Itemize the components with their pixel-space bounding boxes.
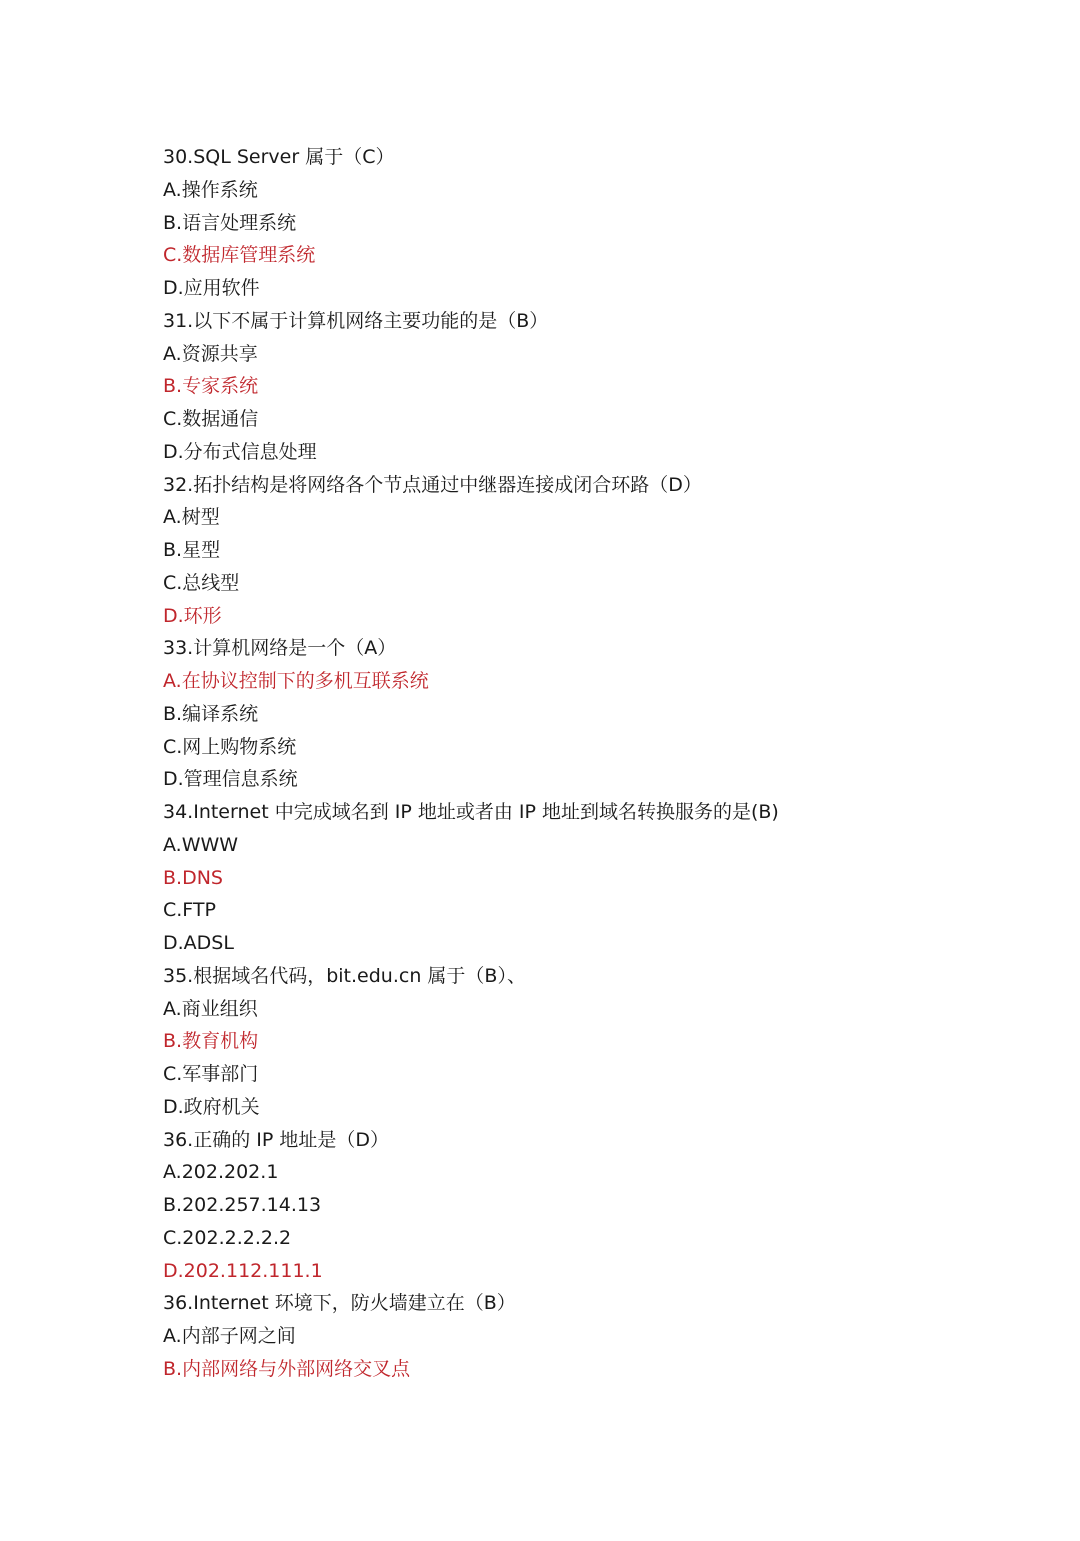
option-line: D.管理信息系统 (163, 768, 298, 791)
correct-option-line: B.专家系统 (163, 375, 259, 398)
question-line: 36.正确的 IP 地址是（D） (163, 1128, 389, 1151)
question-line: 33.计算机网络是一个（A） (163, 637, 397, 660)
document-page (163, 141, 1023, 1386)
option-line: A.WWW (163, 833, 239, 856)
option-line: A.树型 (163, 506, 220, 529)
option-line: B.星型 (163, 539, 221, 561)
option-line: A.资源共享 (163, 342, 258, 365)
option-line: B.编译系统 (163, 702, 259, 725)
option-line: B.语言处理系统 (163, 211, 297, 234)
option-line: D.政府机关 (163, 1095, 260, 1118)
option-line: C.网上购物系统 (163, 735, 297, 758)
option-line: A.202.202.1 (163, 1161, 279, 1184)
option-line: C.总线型 (163, 571, 240, 594)
question-line: 34.Internet 中完成域名到 IP 地址或者由 IP 地址到域名转换服务的是(B) (163, 801, 779, 823)
correct-option-line: C.数据库管理系统 (163, 244, 316, 267)
option-line: C.FTP (163, 899, 216, 922)
option-line: A.操作系统 (163, 178, 258, 201)
option-line: B.202.257.14.13 (163, 1194, 322, 1216)
question-line: 35.根据域名代码，bit.edu.cn 属于（B）、 (163, 964, 526, 987)
option-line: C.数据通信 (163, 408, 259, 430)
correct-option-line: D.环形 (163, 604, 222, 627)
question-line: 32.拓扑结构是将网络各个节点通过中继器连接成闭合环路（D） (163, 473, 702, 496)
correct-option-line: A.在协议控制下的多机互联系统 (163, 670, 429, 692)
option-line: A.内部子网之间 (163, 1325, 296, 1347)
question-line: 31.以下不属于计算机网络主要功能的是（B） (163, 309, 549, 332)
question-line: 36.Internet 环境下，防火墙建立在（B） (163, 1292, 516, 1315)
correct-option-line: B.教育机构 (163, 1030, 259, 1053)
correct-option-line: D.202.112.111.1 (163, 1259, 323, 1282)
correct-option-line: B.DNS (163, 866, 223, 889)
option-line: D.分布式信息处理 (163, 440, 317, 463)
option-line: D.ADSL (163, 932, 234, 954)
question-line: 30.SQL Server 属于（C） (163, 146, 395, 168)
option-line: C.军事部门 (163, 1063, 259, 1085)
correct-option-line: B.内部网络与外部网络交叉点 (163, 1357, 411, 1380)
option-line: D.应用软件 (163, 277, 260, 299)
option-line: A.商业组织 (163, 997, 258, 1020)
option-line: C.202.2.2.2.2 (163, 1226, 292, 1249)
